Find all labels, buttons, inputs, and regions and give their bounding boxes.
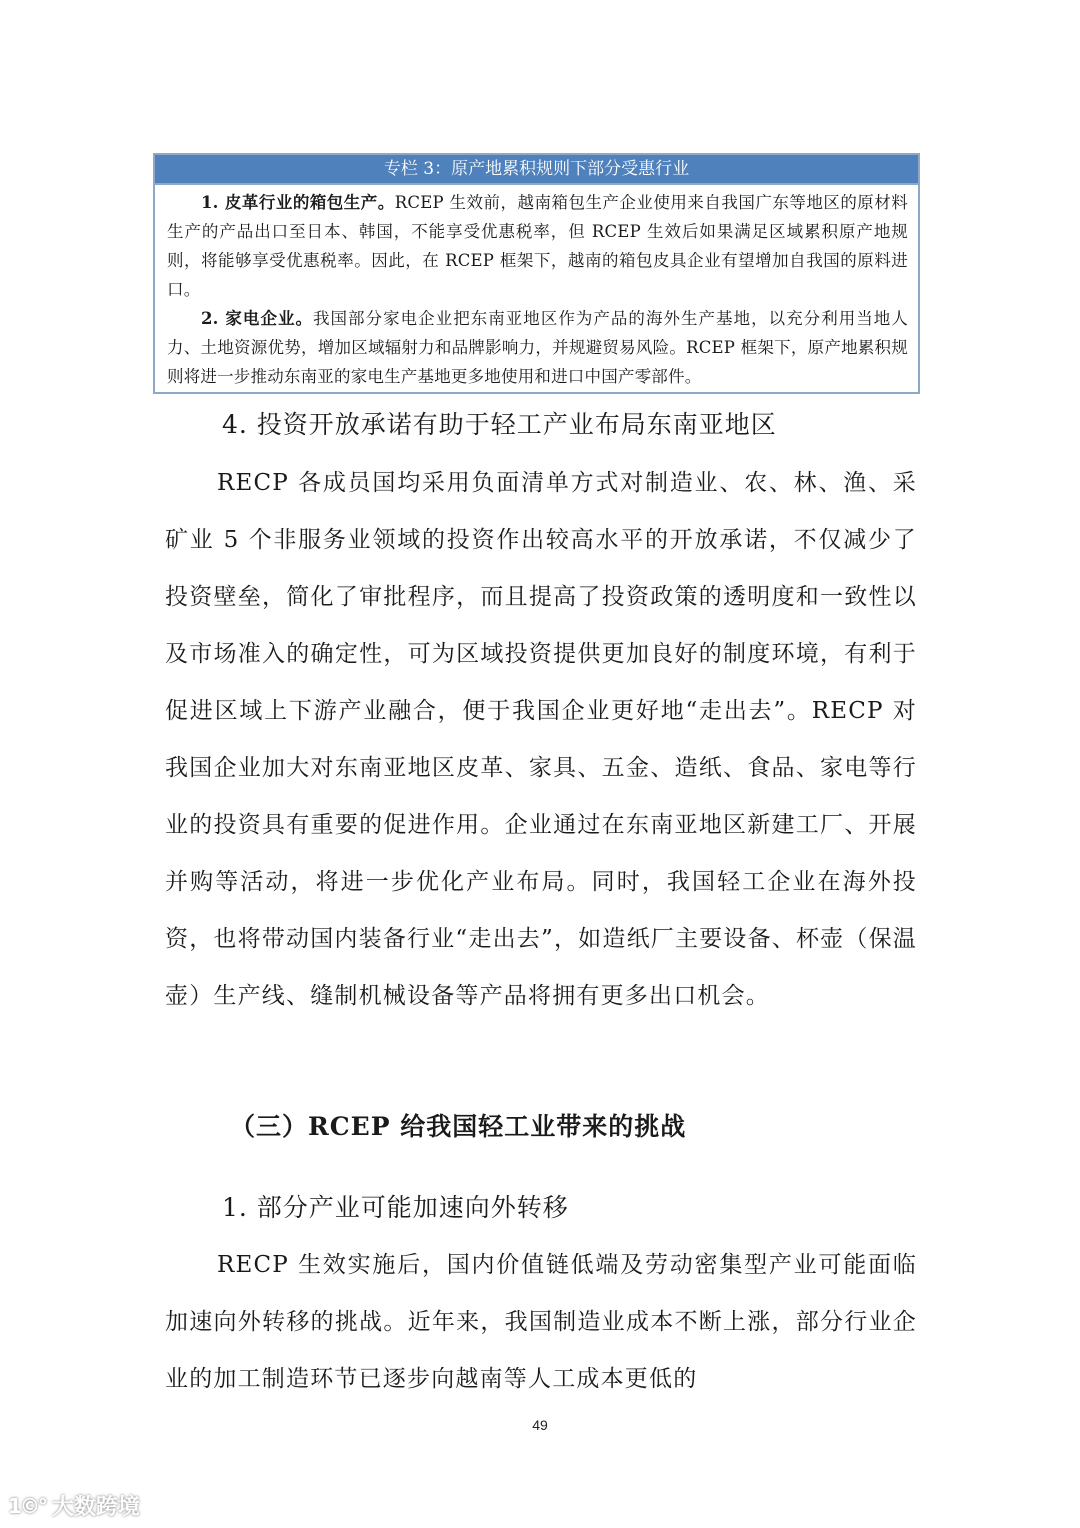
sidebar-item-1 (167, 188, 908, 304)
sidebar-box-title: 专栏 3：原产地累积规则下部分受惠行业 (155, 155, 918, 185)
sidebar-box (153, 153, 920, 394)
section-4-paragraph: RECP 各成员国均采用负面清单方式对制造业、农、林、渔、采矿业 5 个非服务业领域的投资作出较高水平的开放承诺，不仅减少了投资壁垒，简化了审批程序，而且提高了投资政策的透明度和一致性以及市场准入的确定性，可为区域投资提供更加良好的制度环境，有利于促进区域上下游产业融合，便于我国企业更好地“走出去”。RECP 对我国企业加大对东南亚地区皮革、家具、五金、造纸、食品、家电等行业的投资具有重要的促进作用。企业通过在东南亚地区新建工厂、开展并购等活动，将进一步优化产业布局。同时，我国轻工企业在海外投资，也将带动国内装备行业“走出去”，如造纸厂主要设备、杯壶（保温壶）生产线、缝制机械设备等产品将拥有更多出口机会。 (165, 470, 917, 1009)
sidebar-item-text: 我国部分家电企业把东南亚地区作为产品的海外生产基地，以充分利用当地人力、土地资源优势，增加区域辐射力和品牌影响力，并规避贸易风险。RCEP 框架下，原产地累积规则将进一步推动东南亚的家电生产基地更多地使用和进口中国产零部件。 (167, 309, 908, 386)
section-4-body (165, 455, 917, 1025)
section-3-heading: （三）RCEP 给我国轻工业带来的挑战 (230, 1112, 687, 1141)
sidebar-box-body (155, 185, 918, 391)
subsection-1-paragraph: RECP 生效实施后，国内价值链低端及劳动密集型产业可能面临加速向外转移的挑战。近年来，我国制造业成本不断上涨，部分行业企业的加工制造环节已逐步向越南等人工成本更低的 (165, 1252, 917, 1392)
section-4-heading: 4. 投资开放承诺有助于轻工产业布局东南亚地区 (222, 410, 777, 439)
sidebar-item-heading: 1. 皮革行业的箱包生产。 (201, 193, 395, 212)
subsection-1-heading: 1. 部分产业可能加速向外转移 (222, 1193, 569, 1222)
subsection-1-body (165, 1237, 917, 1408)
watermark-logo-icon: 1©° (8, 1493, 46, 1518)
watermark (8, 1490, 140, 1521)
sidebar-item-heading: 2. 家电企业。 (201, 309, 314, 328)
watermark-text: 大数跨境 (51, 1495, 140, 1520)
sidebar-item-text: RCEP 生效前，越南箱包生产企业使用来自我国广东等地区的原材料生产的产品出口至日本、韩国，不能享受优惠税率，但 RCEP 生效后如果满足区域累积原产地规则，将能够享受优惠税率。因此，在 RCEP 框架下，越南的箱包皮具企业有望增加自我国的原料进口。 (167, 193, 908, 299)
page-number: 49 (532, 1417, 548, 1433)
sidebar-item-2 (167, 304, 908, 391)
